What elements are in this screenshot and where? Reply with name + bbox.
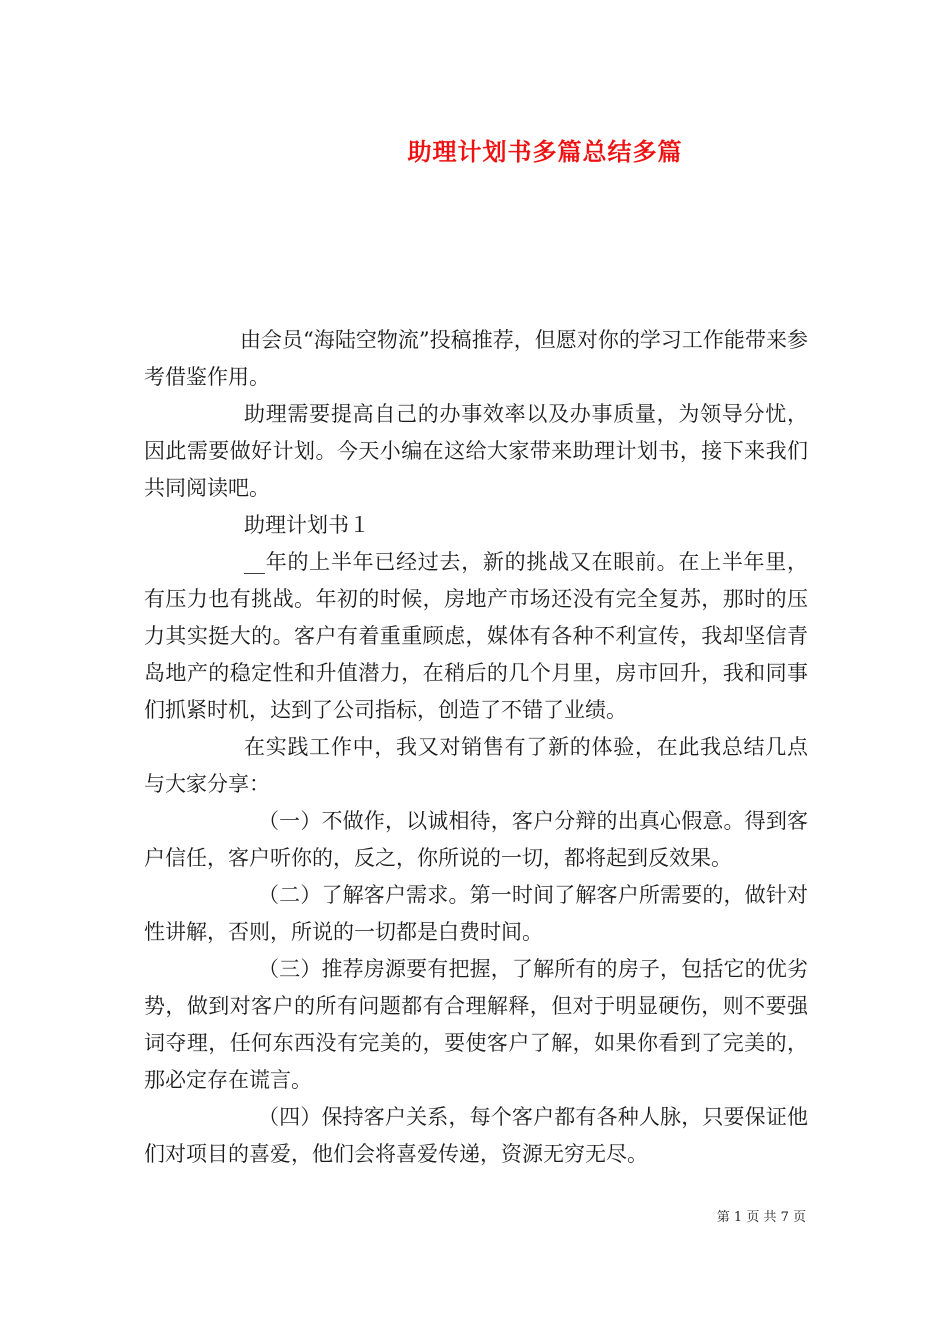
section-heading: 助理计划书１ (244, 513, 370, 537)
body-paragraph: 在实践工作中，我又对销售有了新的体验，在此我总结几点与大家分享： (144, 735, 808, 796)
document-title: 助理计划书多篇总结多篇 (407, 138, 683, 166)
body-paragraph: __年的上半年已经过去，新的挑战又在眼前。在上半年里，有压力也有挑战。年初的时候，房地产市场还没有完全复苏，那时的压力其实挺大的。客户有着重重顾虑，媒体有各种不利宣传，我却坚信青岛地产的稳定性和升值潜力，在稍后的几个月里，房市回升，我和同事们抓紧时机，达到了公司指标，创造了不错了业绩。 (144, 550, 808, 722)
summary-paragraph: 助理需要提高自己的办事效率以及办事质量，为领导分忧，因此需要做好计划。今天小编在这给大家带来助理计划书，接下来我们共同阅读吧。 (144, 402, 808, 500)
list-paragraph-3: （三）推荐房源要有把握，了解所有的房子，包括它的优劣势，做到对客户的所有问题都有合理解释，但对于明显硬伤，则不要强词夺理，任何东西没有完美的，要使客户了解，如果你看到了完美的，那必定存在谎言。 (144, 957, 808, 1092)
intro-paragraph: 由会员“海陆空物流”投稿推荐，但愿对你的学习工作能带来参考借鉴作用。 (144, 328, 808, 389)
list-paragraph-1: （一）不做作，以诚相待，客户分辩的出真心假意。得到客户信任，客户听你的，反之，你所说的一切，都将起到反效果。 (144, 809, 808, 870)
document-body (144, 322, 808, 1173)
list-paragraph-2: （二）了解客户需求。第一时间了解客户所需要的，做针对性讲解，否则，所说的一切都是白费时间。 (144, 883, 808, 944)
list-paragraph-4: （四）保持客户关系，每个客户都有各种人脉，只要保证他们对项目的喜爱，他们会将喜爱传递，资源无穷无尽。 (144, 1105, 808, 1166)
page-number-footer: 第 1 页 共 7 页 (716, 1210, 806, 1225)
